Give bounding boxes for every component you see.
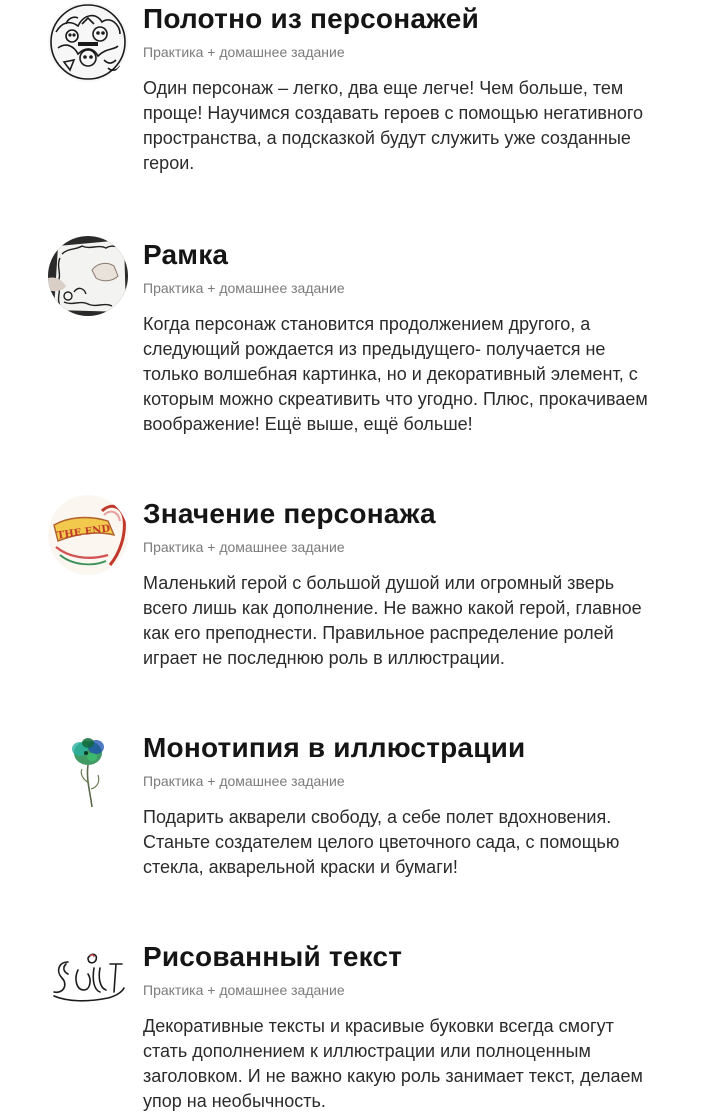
lesson-description: Когда персонаж становится продолжением другого, а следующий рождается из предыдущего- получается не только волшебная картинка, но и декоративный элемент, с которым можно скреативить что угодно. Плюс, прокачиваем воображение! Ещё выше, ещё больше! (143, 314, 648, 434)
character-collage-thumbnail (48, 2, 128, 82)
lesson-title: Монотипия в иллюстрации (143, 732, 526, 763)
lesson-meta: Практика + домашнее задание (143, 982, 345, 998)
lesson-description: Декоративные тексты и красивые буковки всегда смогут стать дополнением к иллюстрации или полноценным заголовком. И не важно какую роль занимает текст, делаем упор на необычность. (143, 1016, 643, 1111)
lesson-title: Полотно из персонажей (143, 3, 479, 34)
lesson-meta: Практика + домашнее задание (143, 539, 345, 555)
lesson-description: Подарить акварели свободу, а себе полет вдохновения. Станьте создателем целого цветочного сада, с помощью стекла, акварельной краски и бумаги! (143, 807, 620, 877)
watercolor-flower-thumbnail (48, 729, 128, 809)
lesson-title: Рисованный текст (143, 941, 403, 972)
the-end-illustration-icon (48, 495, 128, 575)
lesson-meta: Практика + домашнее задание (143, 280, 345, 296)
decorative-frame-thumbnail (48, 236, 128, 316)
decorative-frame-icon (48, 236, 128, 316)
lesson-title: Значение персонажа (143, 498, 436, 529)
hand-lettering-thumbnail (48, 938, 128, 1018)
watercolor-flower-icon (48, 729, 128, 809)
hand-lettering-icon (48, 938, 128, 1018)
the-end-label: THE END (56, 523, 111, 542)
the-end-thumbnail (48, 495, 128, 575)
lesson-meta: Практика + домашнее задание (143, 44, 345, 60)
character-collage-icon (48, 2, 128, 82)
lesson-description: Маленький герой с большой душой или огромный зверь всего лишь как дополнение. Не важно какой герой, главное как его преподнести. Правильное распределение ролей играет не последнюю роль в иллюстрации. (143, 573, 642, 668)
lesson-description: Один персонаж – легко, два еще легче! Чем больше, тем проще! Научимся создавать героев с помощью негативного пространства, а подсказкой будут служить уже созданные герои. (143, 78, 644, 173)
lesson-title: Рамка (143, 239, 229, 270)
lesson-meta: Практика + домашнее задание (143, 773, 345, 789)
